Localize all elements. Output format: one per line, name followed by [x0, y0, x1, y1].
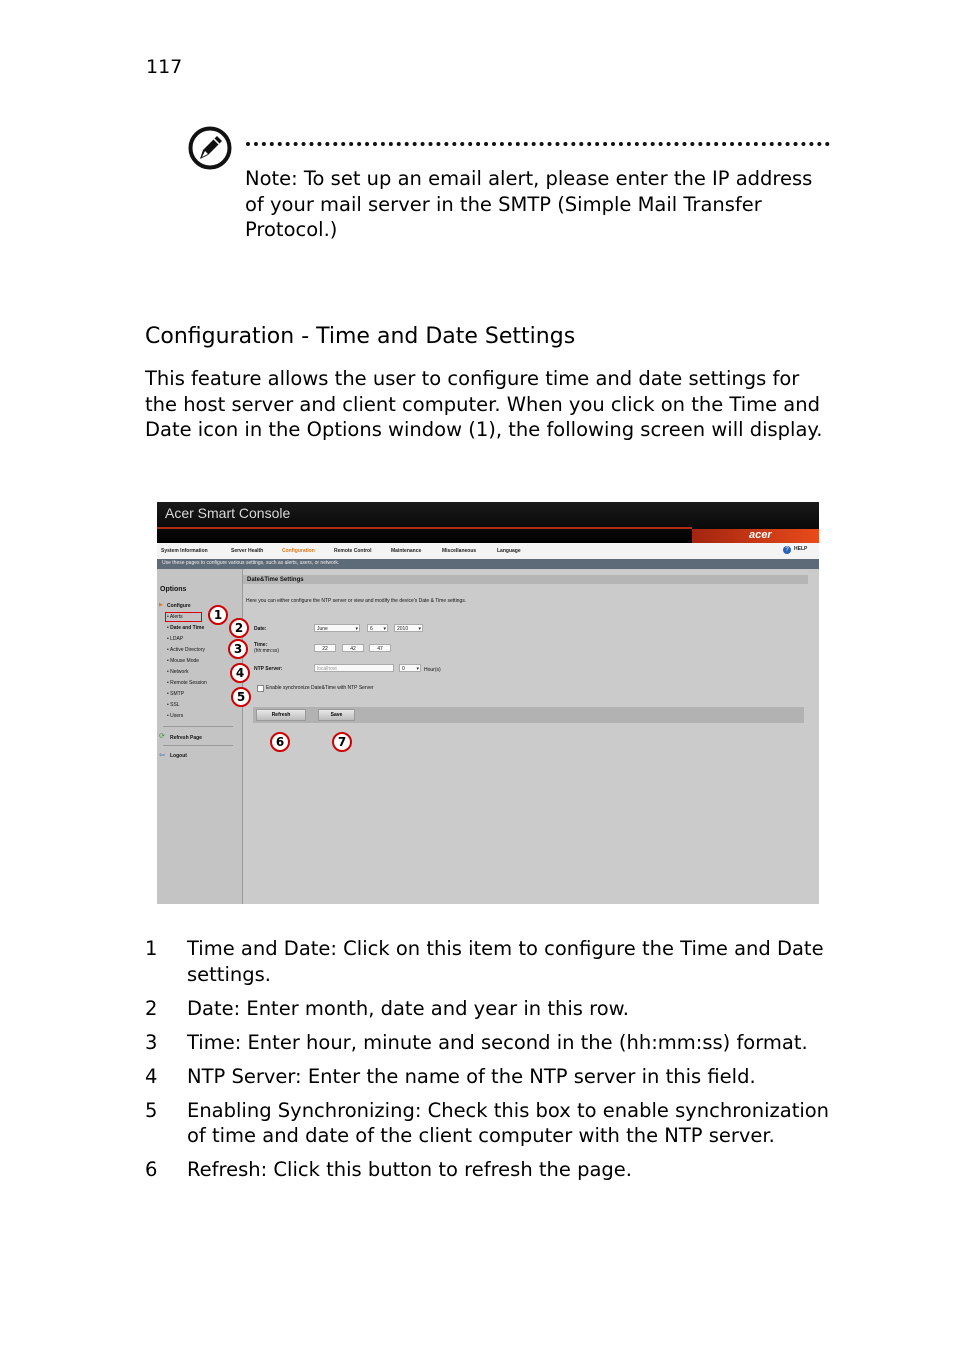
sidebar-item-label: SMTP	[170, 691, 185, 697]
sidebar-item-label: Network	[170, 669, 189, 675]
section-title: Configuration - Time and Date Settings	[145, 324, 576, 349]
title-bar	[157, 502, 819, 543]
sidebar-item-active-directory[interactable]: • Active Directory	[167, 647, 205, 653]
sidebar-item-remote-session[interactable]: • Remote Session	[167, 680, 207, 686]
app-title: Acer Smart Console	[165, 505, 291, 521]
help-link[interactable]: HELP	[794, 546, 808, 552]
ntp-sync-label: Enable synchronize Date&Time with NTP Server	[266, 685, 374, 691]
time-format: (hh:mm:ss)	[254, 648, 279, 654]
list-item-number: 6	[145, 1158, 158, 1181]
callout-3: 3	[228, 639, 248, 659]
callout-5: 5	[231, 687, 251, 707]
list-item-text: NTP Server: Enter the name of the NTP server in this field.	[187, 1064, 756, 1088]
sidebar-configure[interactable]: Configure	[167, 603, 191, 609]
hours-unit: Hour(s)	[424, 667, 441, 673]
minute-input[interactable]: 42	[342, 644, 364, 652]
numbered-list	[145, 936, 835, 1191]
sidebar-divider	[163, 745, 233, 746]
sidebar-item-label: Users	[170, 713, 184, 719]
sidebar-item-alerts[interactable]: • Alerts	[167, 614, 183, 620]
intro-paragraph: This feature allows the user to configure time and date settings for the host server and client computer. When you click on the Time and Date icon in the Options window (1), the following screen will display.	[145, 367, 823, 441]
list-item-text: Refresh: Click this button to refresh the page.	[187, 1158, 632, 1181]
nav-server-health[interactable]: Server Health	[231, 548, 264, 554]
callout-6: 6	[270, 732, 290, 752]
month-select[interactable]: June ▾	[314, 624, 360, 632]
options-title: Options	[160, 586, 187, 593]
refresh-button[interactable]: Refresh	[256, 709, 306, 721]
nav-system-information[interactable]: System Information	[161, 548, 208, 554]
sidebar-item-label: Remote Session	[170, 680, 207, 686]
date-label: Date:	[254, 626, 267, 632]
list-item-text: Date: Enter month, date and year in this row.	[187, 996, 629, 1020]
note-block	[245, 166, 835, 243]
second-input[interactable]: 47	[369, 644, 391, 652]
nav-language[interactable]: Language	[497, 548, 521, 554]
list-item	[145, 1030, 835, 1056]
sidebar-item-users[interactable]: • Users	[167, 713, 184, 719]
configure-arrow-icon: ▶	[159, 602, 163, 608]
list-item-text: Time and Date: Click on this item to configure the Time and Date settings.	[187, 937, 824, 986]
section-header: Date&Time Settings	[247, 577, 304, 583]
ntp-server-label: NTP Server:	[254, 666, 283, 672]
title-accent-line	[157, 527, 692, 529]
sidebar-item-label: LDAP	[170, 636, 184, 642]
sidebar-item-label: SSL	[170, 702, 180, 708]
sidebar-item-mouse-mode[interactable]: • Mouse Mode	[167, 658, 200, 664]
nav-maintenance[interactable]: Maintenance	[391, 548, 422, 554]
ntp-hours-select[interactable]: 0 ▾	[399, 664, 421, 672]
list-item-number: 3	[145, 1030, 158, 1054]
callout-4: 4	[230, 663, 250, 683]
list-item	[145, 1098, 835, 1149]
list-item-number: 4	[145, 1064, 158, 1088]
list-item	[145, 996, 835, 1022]
ntp-server-input[interactable]: localhost	[314, 664, 394, 672]
info-bar	[157, 559, 819, 569]
sidebar-item-label: Date and Time	[170, 625, 205, 631]
info-text: Use these pages to configure various settings, such as alerts, users, or network.	[162, 560, 340, 566]
day-select[interactable]: 6 ▾	[367, 624, 388, 632]
list-item-number: 2	[145, 996, 158, 1020]
note-label: Note:	[245, 167, 298, 190]
sidebar-item-date-and-time[interactable]: • Date and Time	[167, 625, 205, 631]
hour-input[interactable]: 22	[314, 644, 336, 652]
callout-7: 7	[332, 732, 352, 752]
acer-logo: acer	[749, 529, 772, 541]
callout-2: 2	[229, 618, 249, 638]
help-icon[interactable]: ?	[783, 546, 791, 554]
sidebar-logout[interactable]: Logout	[170, 753, 187, 759]
note-divider	[246, 142, 830, 146]
nav-configuration[interactable]: Configuration	[282, 548, 315, 554]
sidebar-divider	[163, 726, 233, 727]
sidebar-item-ssl[interactable]: • SSL	[167, 702, 180, 708]
callout-1: 1	[208, 605, 228, 625]
time-label: Time:	[254, 642, 268, 648]
nav-miscellaneous[interactable]: Miscellaneous	[442, 548, 477, 554]
refresh-page-icon: ⟳	[159, 733, 165, 740]
note-pen-icon	[188, 126, 232, 170]
list-item	[145, 936, 835, 987]
list-item-number: 5	[145, 1098, 158, 1122]
list-item-number: 1	[145, 937, 158, 960]
section-header-bar	[243, 575, 808, 584]
top-nav	[157, 543, 819, 559]
section-description: Here you can either configure the NTP server or view and modify the device's Date & Time settings.	[246, 598, 467, 604]
save-button[interactable]: Save	[318, 709, 355, 721]
sidebar-item-label: Alerts	[169, 614, 183, 620]
list-item	[145, 1157, 835, 1183]
page-number: 117	[146, 56, 183, 78]
sidebar-item-label: Active Directory	[169, 647, 205, 653]
logout-icon: ⇦	[159, 752, 165, 759]
sidebar-item-smtp[interactable]: • SMTP	[167, 691, 185, 697]
note-text: To set up an email alert, please enter the IP address of your mail server in the SMTP (Simple Mail Transfer Protocol.)	[245, 167, 813, 241]
nav-remote-control[interactable]: Remote Control	[334, 548, 372, 554]
ntp-sync-checkbox[interactable]	[257, 685, 264, 692]
sidebar-item-ldap[interactable]: • LDAP	[167, 636, 184, 642]
list-item-text: Enabling Synchronizing: Check this box to enable synchronization of time and date of the client computer with the NTP server.	[187, 1098, 830, 1147]
main-panel	[243, 569, 819, 904]
sidebar-item-network[interactable]: • Network	[167, 669, 189, 675]
sidebar-refresh-page[interactable]: Refresh Page	[170, 735, 202, 741]
sidebar-item-label: Mouse Mode	[170, 658, 200, 664]
list-item	[145, 1064, 835, 1090]
smart-console-screenshot	[157, 502, 819, 904]
year-select[interactable]: 2010 ▾	[394, 624, 423, 632]
list-item-text: Time: Enter hour, minute and second in the (hh:mm:ss) format.	[187, 1030, 808, 1054]
